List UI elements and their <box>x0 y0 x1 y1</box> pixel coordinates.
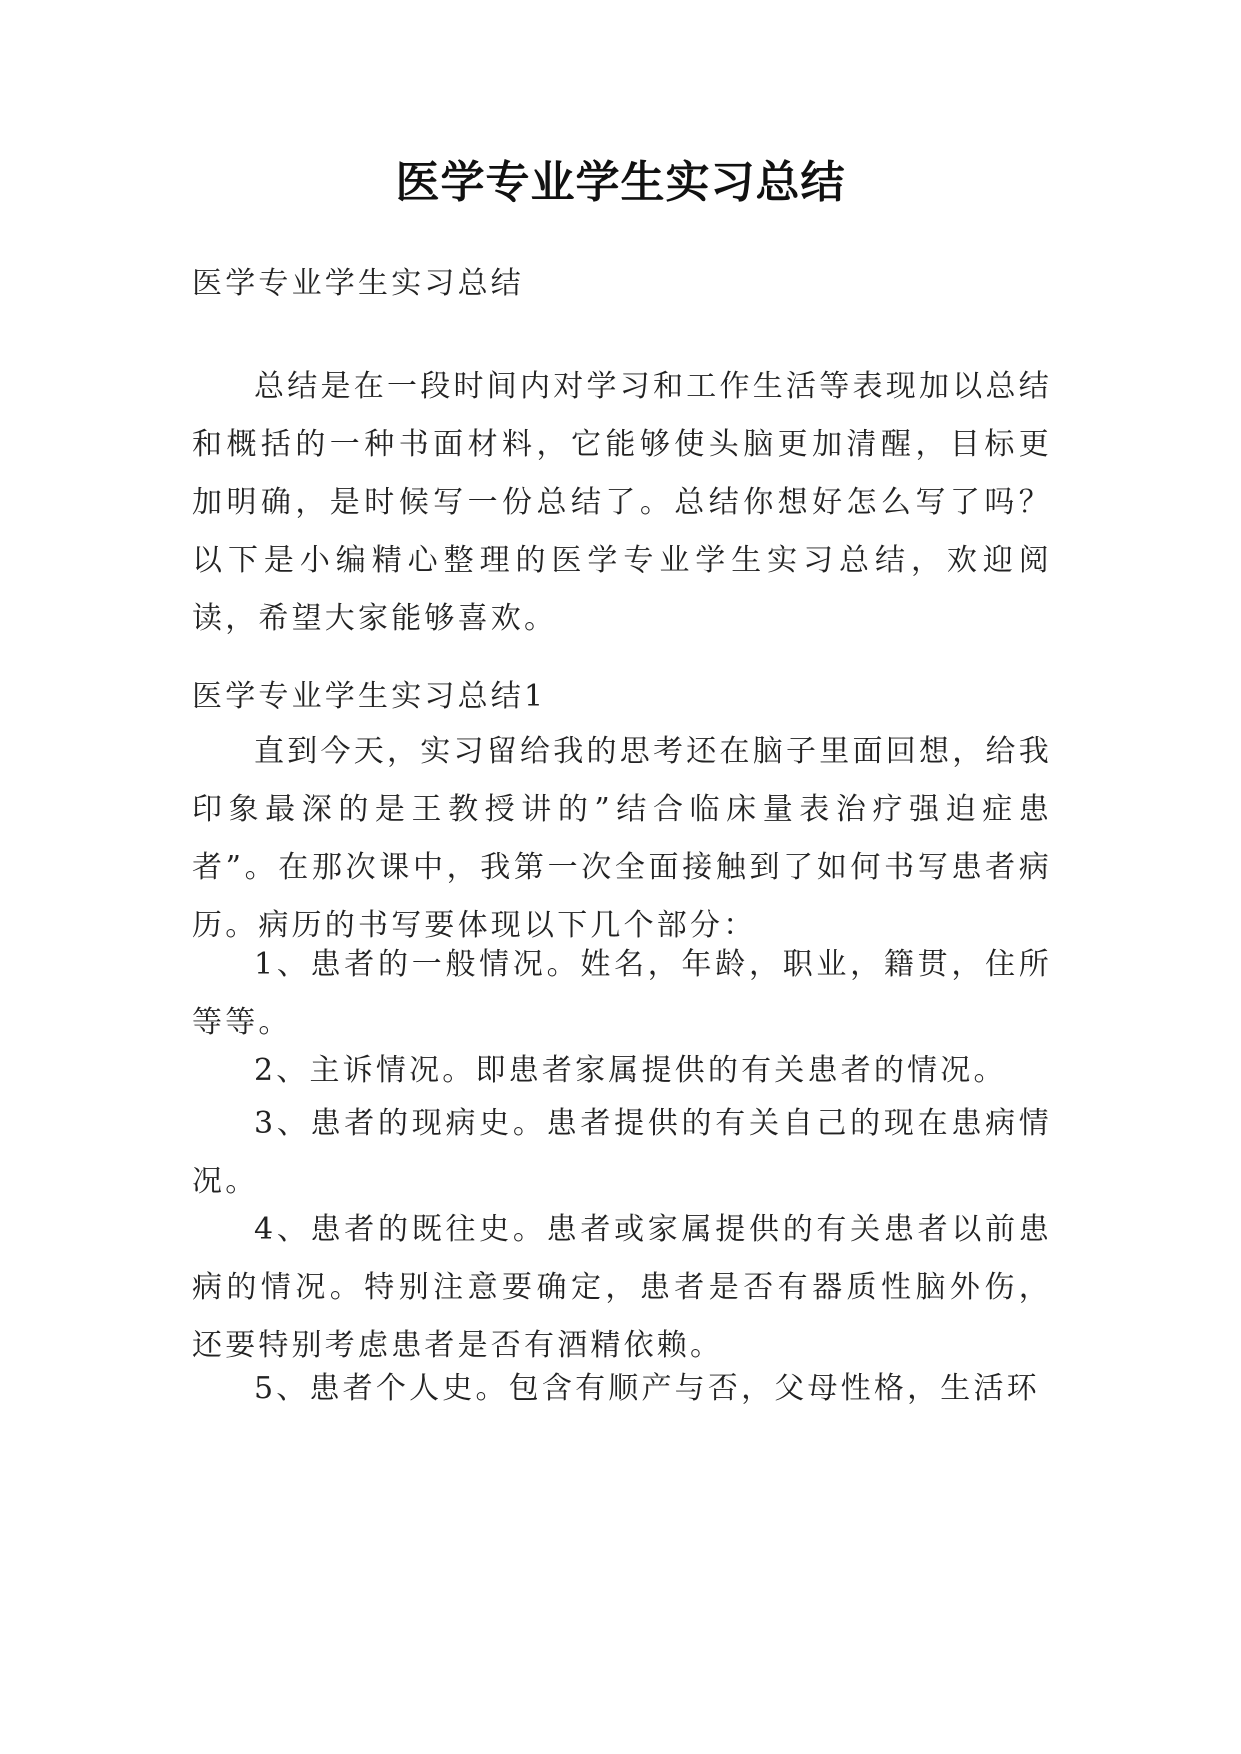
list-item-4: 4、患者的既往史。患者或家属提供的有关患者以前患病的情况。特别注意要确定，患者是否有器质性脑外伤，还要特别考虑患者是否有酒精依赖。 <box>192 1212 1052 1363</box>
section-paragraph: 直到今天，实习留给我的思考还在脑子里面回想，给我印象最深的是王教授讲的”结合临床量表治疗强迫症患者”。在那次课中，我第一次全面接触到了如何书写患者病历。病历的书写要体现以下几个部分： <box>192 734 1052 943</box>
list-item-1: 1、患者的一般情况。姓名，年龄，职业，籍贯，住所等等。 <box>192 947 1052 1040</box>
list-item-2: 2、主诉情况。即患者家属提供的有关患者的情况。 <box>254 1053 1007 1088</box>
section-heading: 医学专业学生实习总结1 <box>192 679 547 714</box>
document-title: 医学专业学生实习总结 <box>395 157 846 208</box>
intro-paragraph: 总结是在一段时间内对学习和工作生活等表现加以总结和概括的一种书面材料，它能够使头脑更加清醒，目标更加明确，是时候写一份总结了。总结你想好怎么写了吗？以下是小编精心整理的医学专业学生实习总结，欢迎阅读，希望大家能够喜欢。 <box>192 369 1052 636</box>
document-subtitle: 医学专业学生实习总结 <box>192 266 524 301</box>
list-item-3: 3、患者的现病史。患者提供的有关自己的现在患病情况。 <box>192 1106 1052 1199</box>
list-item-5: 5、患者个人史。包含有顺产与否，父母性格，生活环 <box>254 1371 1040 1406</box>
